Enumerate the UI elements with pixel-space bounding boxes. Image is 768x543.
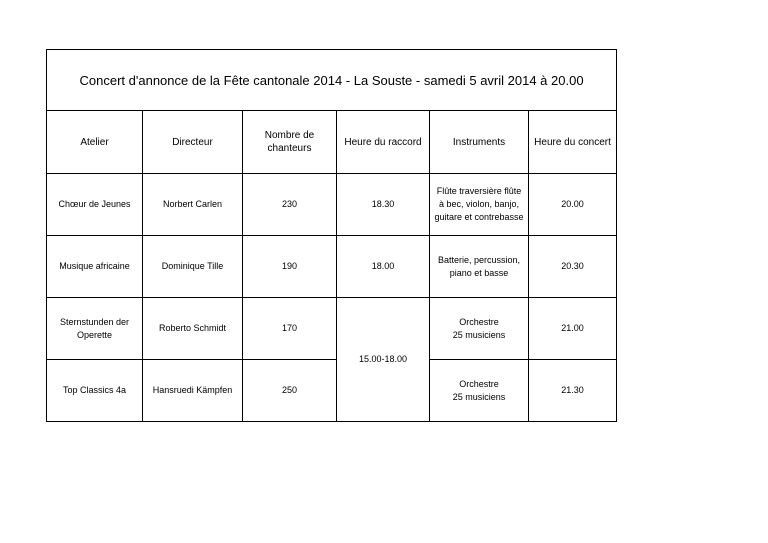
cell-directeur: Hansruedi Kämpfen [143,360,243,422]
instruments-line: Flûte traversière flûte [436,186,522,196]
instruments-line: Orchestre [459,316,499,327]
cell-directeur: Norbert Carlen [143,174,243,236]
table-row [47,298,617,360]
cell-nombre: 170 [243,298,337,360]
cell-directeur: Dominique Tille [143,236,243,298]
cell-heure-concert: 21.00 [529,298,617,360]
cell-atelier: Musique africaine [47,236,143,298]
cell-nombre: 250 [243,360,337,422]
atelier-line: Operette [76,329,113,340]
cell-nombre: 190 [243,236,337,298]
cell-heure-concert: 21.30 [529,360,617,422]
cell-instruments [430,174,529,236]
cell-instruments [430,236,529,298]
table-row [47,174,617,236]
header-nombre-chanteurs [243,111,337,174]
instruments-line: Batterie, percussion, [437,254,521,265]
cell-instruments [430,360,529,422]
instruments-line: 25 musiciens [452,329,506,340]
cell-atelier [47,298,143,360]
instruments-line: piano et basse [449,267,509,278]
instruments-line: 25 musiciens [452,391,506,402]
header-heure-concert: Heure du concert [529,111,617,174]
instruments-line: guitare et contrebasse [434,212,524,222]
table-row [47,236,617,298]
header-nombre-line1: Nombre de [264,130,315,141]
cell-instruments [430,298,529,360]
header-nombre-line2: chanteurs [267,143,312,154]
table-title: Concert d'annonce de la Fête cantonale 2014 - La Souste - samedi 5 avril 2014 à 20.00 [47,50,617,111]
spreadsheet-page [46,49,616,419]
header-raccord: Heure du raccord [337,111,430,174]
header-directeur: Directeur [143,111,243,174]
concert-table [46,49,617,422]
header-atelier: Atelier [47,111,143,174]
cell-heure-concert: 20.30 [529,236,617,298]
cell-nombre: 230 [243,174,337,236]
cell-raccord: 18.00 [337,236,430,298]
title-row [47,50,617,111]
cell-atelier: Chœur de Jeunes [47,174,143,236]
instruments-line: Orchestre [459,378,499,389]
header-instruments: Instruments [430,111,529,174]
cell-atelier: Top Classics 4a [47,360,143,422]
cell-directeur: Roberto Schmidt [143,298,243,360]
header-row [47,111,617,174]
cell-heure-concert: 20.00 [529,174,617,236]
cell-raccord: 18.30 [337,174,430,236]
cell-raccord-merged: 15.00-18.00 [337,298,430,422]
atelier-line: Sternstunden der [59,316,130,327]
table-row [47,360,617,422]
instruments-line: à bec, violon, banjo, [438,199,520,209]
